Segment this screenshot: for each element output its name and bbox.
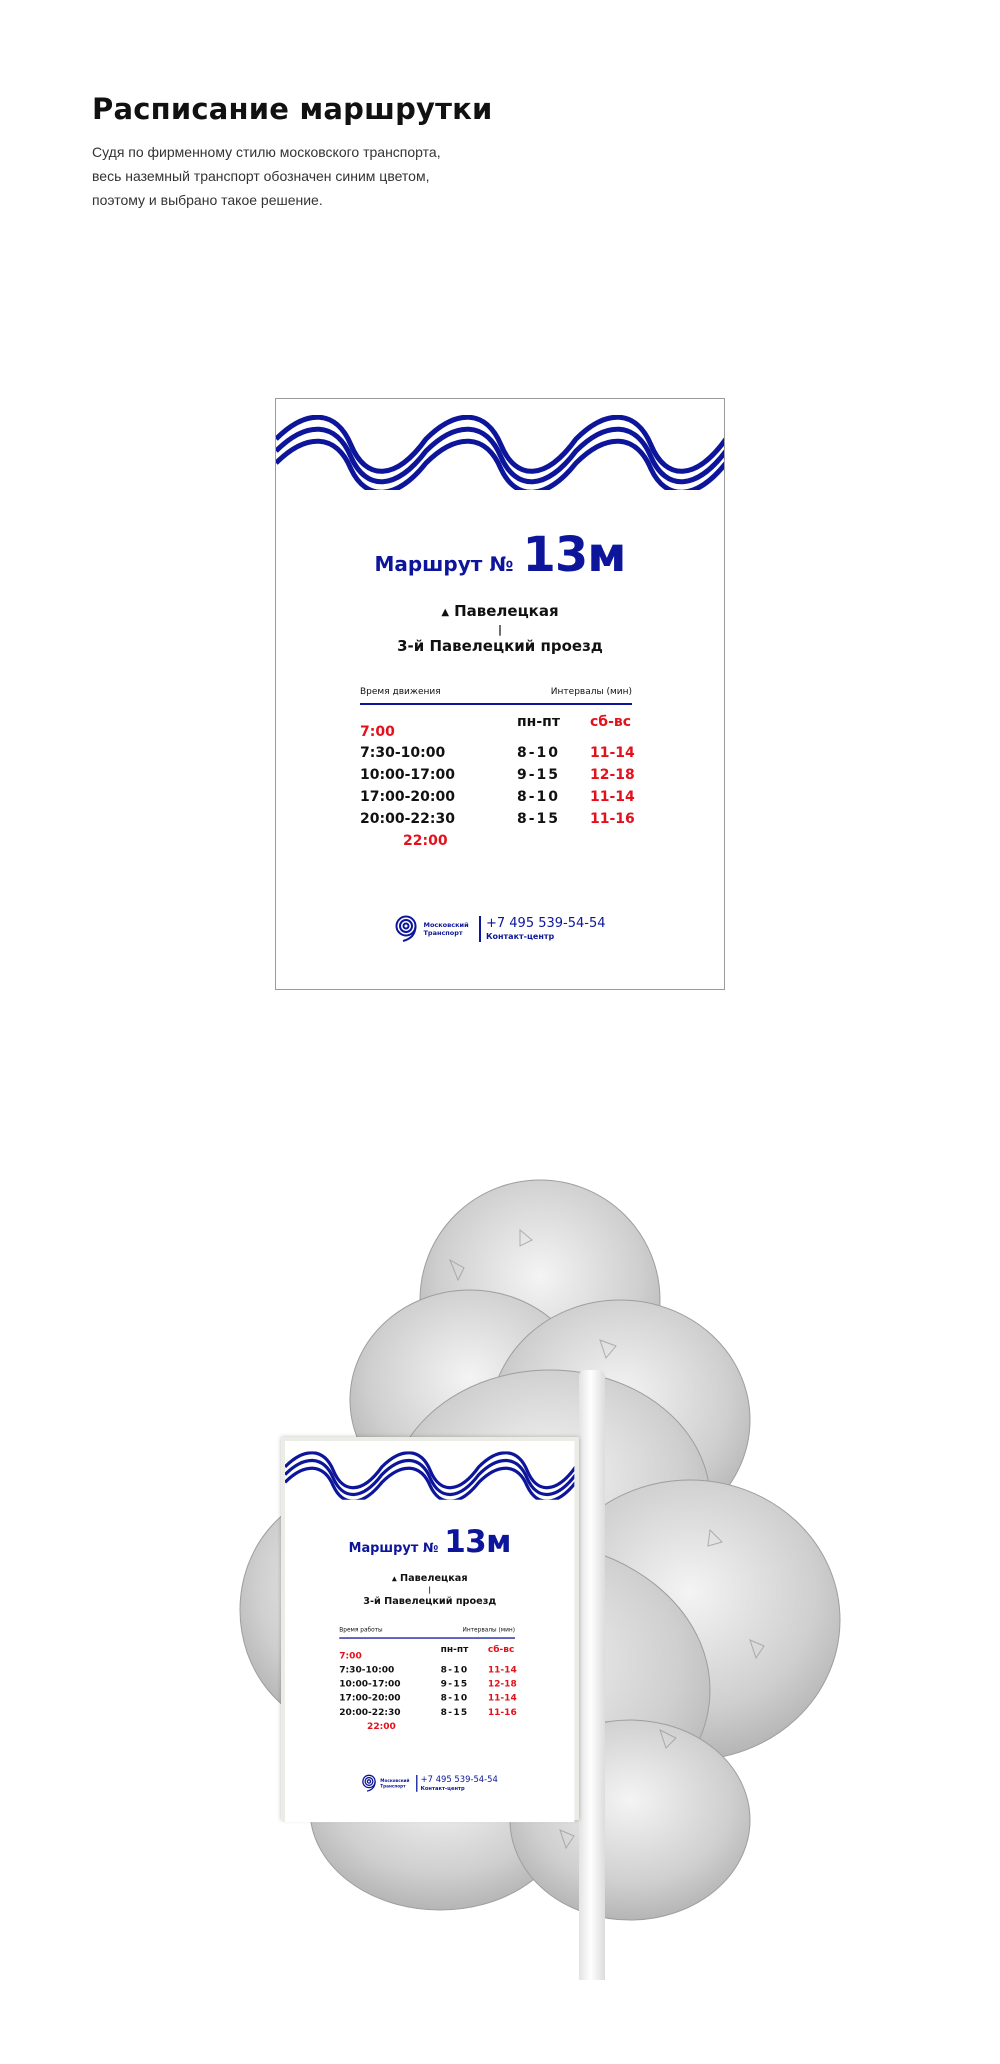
row-weekend: 12-18	[590, 767, 635, 783]
row-time: 17:00-20:00	[360, 789, 455, 805]
contact-center-label: Контакт-центр	[420, 1784, 465, 1791]
footer-divider	[416, 1775, 417, 1792]
route-label: Маршрут №	[374, 552, 514, 576]
mosgortrans-logo	[362, 1774, 413, 1792]
intro-line: поэтому и выбрано такое решение.	[92, 192, 323, 208]
mosgortrans-logo	[394, 915, 473, 943]
intro-line: весь наземный транспорт обозначен синим цветом,	[92, 168, 430, 184]
sign-pole	[579, 1370, 605, 1980]
row-time: 7:30-10:00	[360, 745, 446, 761]
footer-divider	[479, 916, 481, 942]
wave-pattern	[285, 1451, 574, 1499]
table-row	[360, 789, 650, 811]
route-title	[285, 1524, 574, 1560]
logo-line: Московский	[380, 1778, 410, 1784]
contact-center-label: Контакт-центр	[485, 931, 555, 941]
route-label: Маршрут №	[348, 1539, 439, 1556]
stop-to: 3-й Павелецкий проезд	[363, 1594, 497, 1607]
transport-logo-icon	[362, 1774, 379, 1792]
table-row	[339, 1693, 526, 1707]
schedule-poster	[275, 398, 725, 990]
intro-description	[92, 140, 612, 212]
row-weekend: 11-14	[590, 745, 635, 761]
table-row	[360, 767, 650, 789]
table-row	[339, 1707, 526, 1721]
first-departure: 7:00	[360, 724, 395, 740]
row-weekend: 11-14	[487, 1664, 517, 1675]
header-time: Время движения	[360, 687, 441, 697]
row-weekdays: 8-10	[440, 1664, 469, 1675]
poster-footer	[285, 1774, 574, 1792]
row-weekend: 11-14	[590, 789, 635, 805]
stop-from: Павелецкая	[454, 602, 559, 620]
contact-phone[interactable]: +7 495 539-54-54	[485, 915, 606, 931]
row-time: 7:30-10:00	[339, 1664, 395, 1675]
row-weekdays: 8-10	[440, 1692, 469, 1704]
stop-from: Павелецкая	[400, 1572, 468, 1584]
mounted-sign	[281, 1437, 579, 1820]
schedule-header	[360, 687, 632, 705]
page-title: Расписание маршрутки	[92, 92, 493, 126]
header-time: Время работы	[339, 1627, 383, 1634]
row-weekdays: 8-15	[440, 1707, 469, 1718]
row-time: 10:00-17:00	[360, 767, 455, 783]
weekend-label: сб-вс	[487, 1644, 515, 1655]
weekdays-label: пн-пт	[517, 714, 560, 730]
logo-line: Транспорт	[380, 1783, 406, 1789]
row-weekdays: 9-15	[440, 1678, 469, 1690]
row-weekdays: 9-15	[517, 767, 561, 783]
row-weekdays: 8-15	[517, 811, 561, 827]
table-row	[339, 1679, 526, 1693]
stop-to: 3-й Павелецкий проезд	[397, 637, 603, 655]
logo-line: Московский	[423, 921, 469, 929]
route-number: 13м	[522, 527, 626, 583]
weekdays-label: пн-пт	[440, 1644, 469, 1655]
table-row	[360, 811, 650, 833]
row-time: 20:00-22:30	[339, 1707, 401, 1718]
metro-m-icon: ▲	[441, 607, 450, 618]
row-weekdays: 8-10	[517, 745, 561, 761]
row-weekdays: 8-10	[517, 789, 561, 805]
logo-line: Транспорт	[423, 929, 463, 937]
schedule-rows	[339, 1665, 526, 1722]
row-weekend: 11-16	[590, 811, 635, 827]
intro-line: Судя по фирменному стилю московского транспорта,	[92, 144, 441, 160]
row-time: 10:00-17:00	[339, 1678, 401, 1690]
table-row	[360, 745, 650, 767]
header-intervals: Интервалы (мин)	[462, 1627, 515, 1634]
row-weekend: 11-14	[487, 1692, 517, 1704]
last-departure: 22:00	[367, 1721, 396, 1732]
intro-section	[92, 92, 612, 212]
route-number: 13м	[444, 1523, 511, 1560]
mockup-scene	[190, 1170, 850, 1990]
stops-block	[285, 1573, 574, 1606]
table-row	[339, 1665, 526, 1679]
stop-separator: |	[428, 1585, 432, 1595]
header-intervals: Интервалы (мин)	[550, 687, 632, 697]
wave-pattern	[276, 415, 724, 490]
schedule-poster-mockup	[285, 1441, 574, 1822]
row-weekend: 11-16	[487, 1707, 517, 1718]
poster-footer	[276, 915, 724, 943]
contact-phone[interactable]: +7 495 539-54-54	[420, 1774, 498, 1785]
transport-logo-icon	[394, 915, 420, 943]
schedule-rows	[360, 745, 650, 833]
row-time: 17:00-20:00	[339, 1692, 401, 1704]
row-weekend: 12-18	[487, 1678, 517, 1690]
row-time: 20:00-22:30	[360, 811, 455, 827]
stops-block	[276, 603, 724, 654]
weekend-label: сб-вс	[590, 714, 632, 730]
first-departure: 7:00	[339, 1650, 362, 1662]
route-title	[276, 527, 724, 583]
metro-m-icon: ▲	[391, 1575, 397, 1583]
last-departure: 22:00	[403, 833, 448, 849]
schedule-header	[339, 1627, 515, 1639]
stop-separator: |	[497, 623, 503, 636]
